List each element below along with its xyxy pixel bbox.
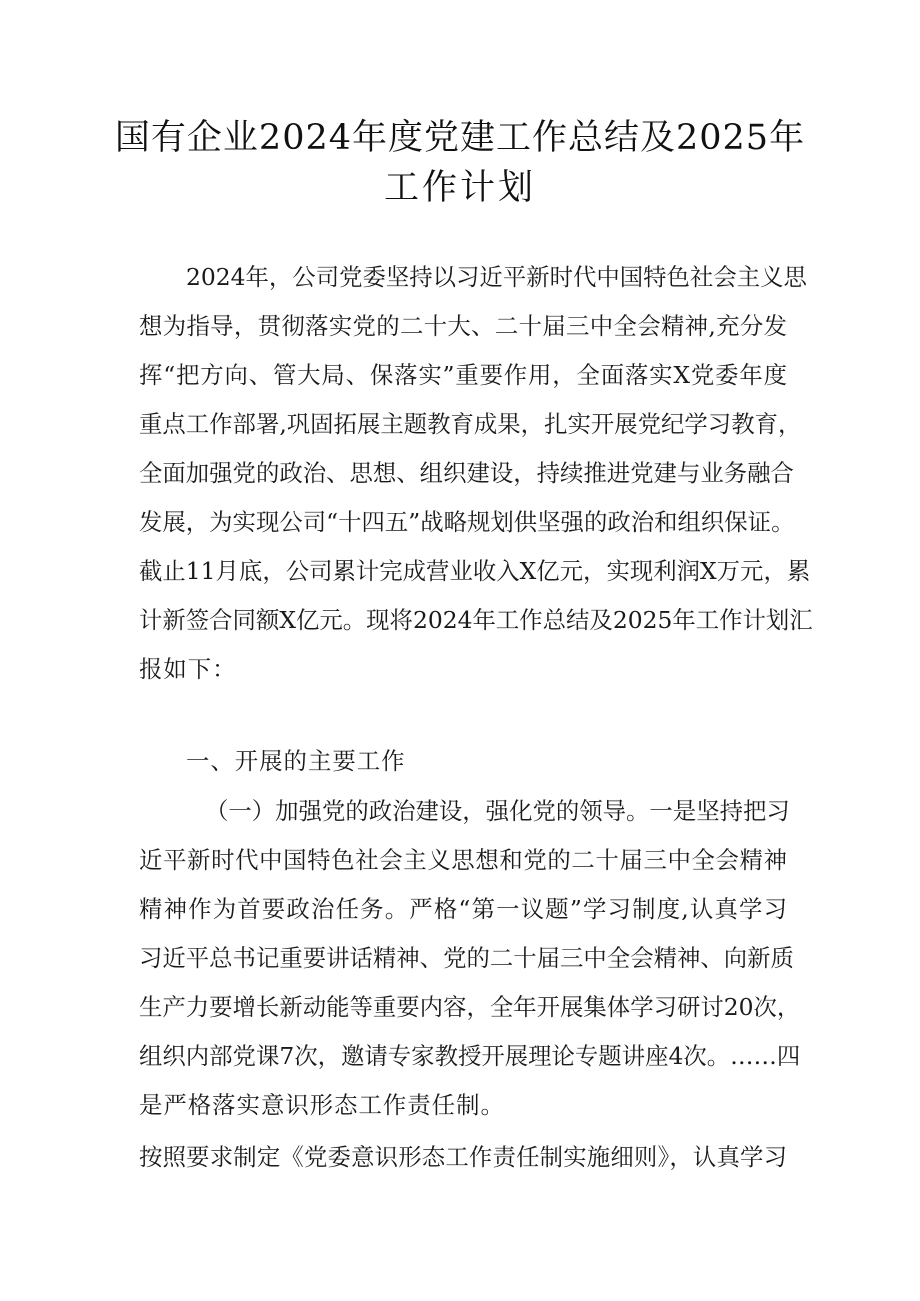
intro-line-8: 计新签合同额X亿元。现将2024年工作总结及2025年工作计划汇 bbox=[139, 606, 813, 634]
intro-line-2: 想为指导，贯彻落实党的二十大、二十届三中全会精神,充分发 bbox=[139, 312, 787, 340]
section-line-6: 组织内部党课7次，邀请专家教授开展理论专题讲座4次。……四 bbox=[139, 1042, 801, 1070]
intro-line-3: 挥“把方向、管大局、保落实”重要作用，全面落实X党委年度 bbox=[139, 361, 787, 389]
intro-line-7: 截止11月底，公司累计完成营业收入X亿元，实现利润X万元，累 bbox=[139, 557, 811, 585]
intro-line-9: 报如下： bbox=[139, 655, 237, 683]
section-line-2: 近平新时代中国特色社会主义思想和党的二十届三中全会精神 bbox=[139, 846, 787, 874]
intro-line-5: 全面加强党的政治、思想、组织建设，持续推进党建与业务融合 bbox=[139, 459, 794, 487]
section-line-5: 生产力要增长新动能等重要内容，全年开展集体学习研讨20次， bbox=[139, 993, 801, 1021]
section-line-1: （一）加强党的政治建设，强化党的领导。一是坚持把习 bbox=[205, 797, 790, 825]
document-title-line-2: 工作计划 bbox=[383, 168, 536, 208]
section-heading: 一、开展的主要工作 bbox=[186, 747, 406, 775]
section-last-line: 按照要求制定《党委意识形态工作责任制实施细则》，认真学习 bbox=[139, 1143, 787, 1171]
section-line-3: 精神作为首要政治任务。严格“第一议题”学习制度,认真学习 bbox=[139, 895, 787, 923]
intro-line-4: 重点工作部署,巩固拓展主题教育成果，扎实开展党纪学习教育， bbox=[139, 410, 802, 438]
intro-line-6: 发展，为实现公司“十四五”战略规划供坚强的政治和组织保证。 bbox=[139, 508, 795, 536]
section-line-4: 习近平总书记重要讲话精神、党的二十届三中全会精神、向新质 bbox=[139, 944, 794, 972]
document-title-line-1: 国有企业2024年度党建工作总结及2025年 bbox=[114, 118, 806, 158]
intro-line-1: 2024年，公司党委坚持以习近平新时代中国特色社会主义思 bbox=[186, 263, 807, 291]
section-line-7: 是严格落实意识形态工作责任制。 bbox=[139, 1091, 505, 1119]
